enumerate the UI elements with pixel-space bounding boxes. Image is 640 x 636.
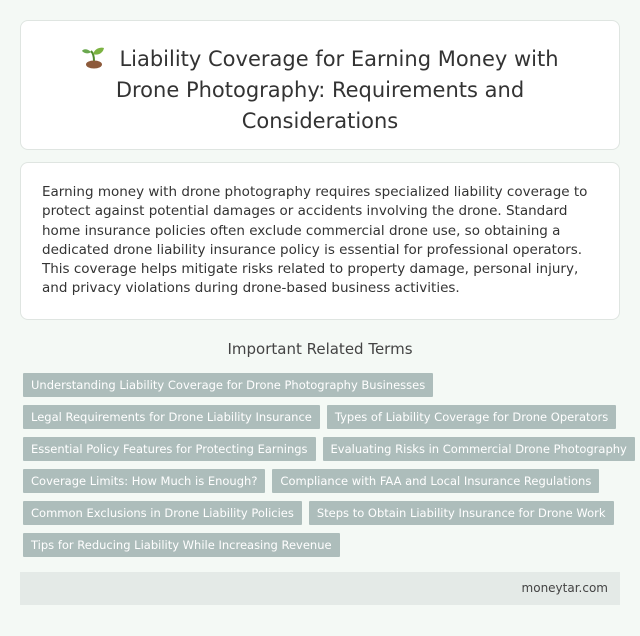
related-term-tag[interactable]: Coverage Limits: How Much is Enough? — [23, 469, 265, 493]
description-card — [20, 162, 620, 320]
page-title-text: Liability Coverage for Earning Money with Drone Photography: Requirements and Considerations — [115, 47, 559, 133]
tag-row — [23, 405, 623, 429]
related-term-tag[interactable]: Tips for Reducing Liability While Increasing Revenue — [23, 533, 340, 557]
related-term-tag[interactable]: Evaluating Risks in Commercial Drone Photography — [323, 437, 635, 461]
related-term-tag[interactable]: Compliance with FAA and Local Insurance Regulations — [272, 469, 599, 493]
related-term-tag[interactable]: Types of Liability Coverage for Drone Operators — [327, 405, 616, 429]
tag-row — [23, 469, 623, 493]
description-text: Earning money with drone photography requires specialized liability coverage to protect against potential damages or accidents involving the drone. Standard home insurance policies often exclude commercial drone use, so obtaining a dedicated drone liability insurance policy is essential for professional operators. This coverage helps mitigate risks related to property damage, personal injury, and privacy violations during drone-based business activities. — [42, 184, 588, 297]
tag-row — [23, 533, 623, 557]
tag-row — [23, 437, 627, 461]
related-term-tag[interactable]: Common Exclusions in Drone Liability Policies — [23, 501, 302, 525]
related-term-tag[interactable]: Steps to Obtain Liability Insurance for Drone Work — [309, 501, 614, 525]
tag-row — [23, 501, 623, 525]
tag-row — [23, 373, 623, 397]
sprout-icon — [81, 45, 107, 69]
footer-site-link[interactable]: moneytar.com — [521, 581, 608, 595]
related-term-tag[interactable]: Essential Policy Features for Protecting Earnings — [23, 437, 316, 461]
title-card — [20, 20, 620, 150]
footer — [20, 572, 620, 605]
related-term-tag[interactable]: Legal Requirements for Drone Liability Insurance — [23, 405, 320, 429]
related-terms-heading: Important Related Terms — [227, 340, 413, 358]
related-terms-list — [23, 373, 627, 565]
related-term-tag[interactable]: Understanding Liability Coverage for Drone Photography Businesses — [23, 373, 433, 397]
page-title — [61, 44, 579, 137]
